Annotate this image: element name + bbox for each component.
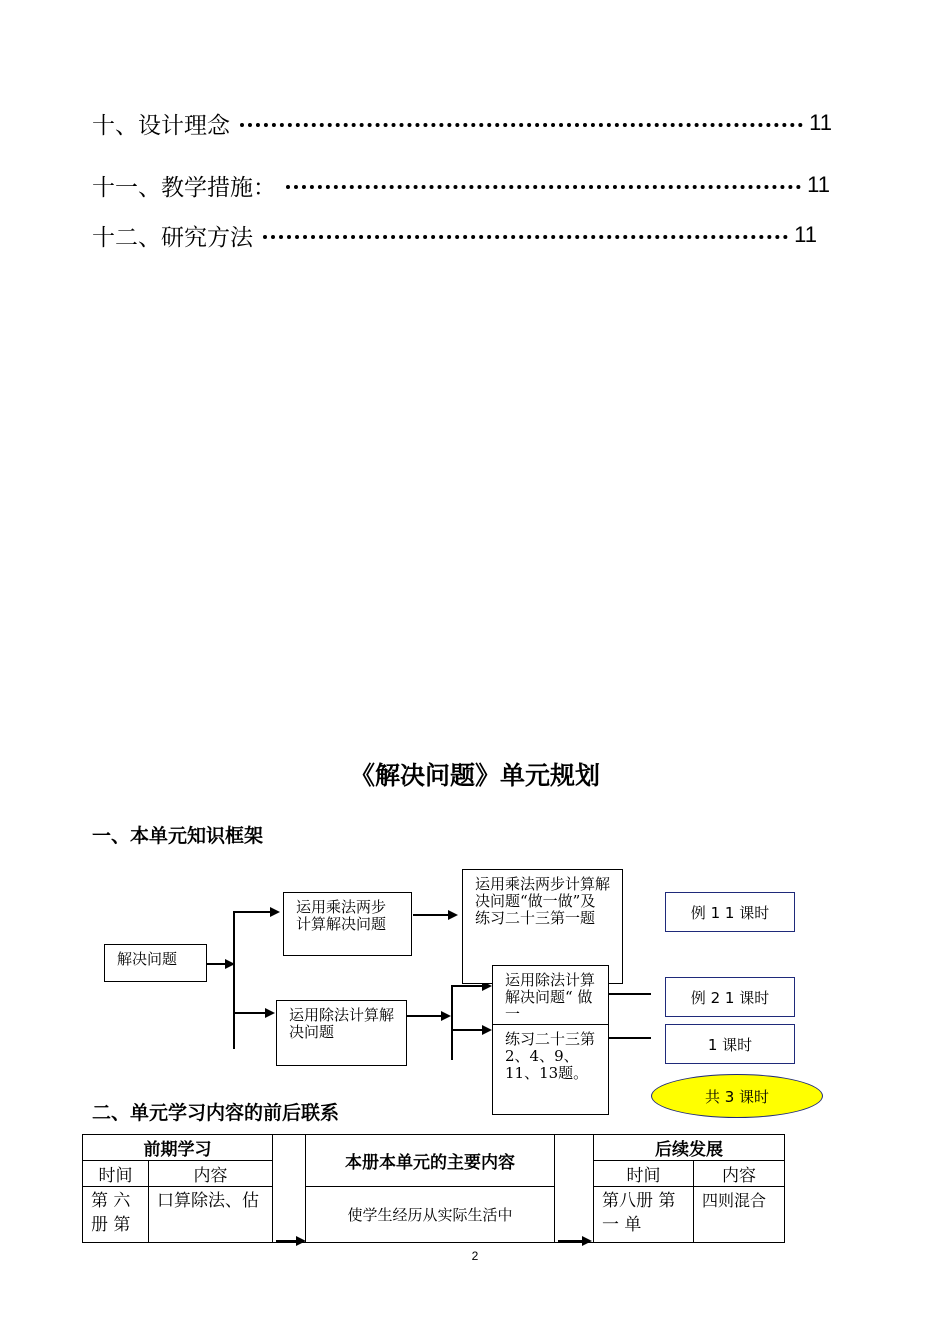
toc-label: 十、设计理念 bbox=[92, 112, 230, 139]
table-header-main: 本册本单元的主要内容 bbox=[305, 1134, 555, 1187]
table-header-time: 时间 bbox=[82, 1160, 149, 1187]
toc-label: 十一、教学措施： bbox=[92, 174, 276, 201]
arrow-icon bbox=[482, 1025, 492, 1035]
toc-leader bbox=[286, 185, 801, 189]
branch-multiplication-box: 运用乘法两步计算解决问题 bbox=[283, 892, 412, 956]
connector bbox=[233, 911, 271, 913]
multiplication-detail-box: 运用乘法两步计算解决问题“做一做”及练习二十三第一题 bbox=[462, 869, 623, 984]
arrow-icon bbox=[265, 1008, 275, 1018]
connector bbox=[451, 1029, 484, 1031]
connector bbox=[609, 993, 651, 995]
total-lessons-oval: 共 3 课时 bbox=[651, 1074, 823, 1118]
arrow-icon bbox=[270, 907, 280, 917]
connector bbox=[276, 1240, 298, 1242]
table-header-content: 内容 bbox=[693, 1160, 785, 1187]
connector bbox=[451, 985, 484, 987]
toc-entry[interactable] bbox=[92, 108, 832, 138]
arrow-icon bbox=[441, 1011, 451, 1021]
toc-leader bbox=[263, 235, 788, 239]
table-header-time: 时间 bbox=[593, 1160, 694, 1187]
lesson-example-2: 例 2 1 课时 bbox=[665, 977, 795, 1017]
toc-page: 11 bbox=[807, 172, 830, 197]
toc-page: 11 bbox=[794, 222, 817, 247]
page-number: 2 bbox=[471, 1249, 479, 1263]
division-detail-box: 运用除法计算解决问题“ 做 一 bbox=[492, 965, 609, 1025]
branch-division-box: 运用除法计算解决问题 bbox=[276, 1000, 407, 1066]
connector bbox=[207, 963, 225, 965]
connector bbox=[233, 911, 235, 1049]
table-cell-next-time: 第八册 第 一 单 bbox=[593, 1186, 694, 1243]
section-heading: 一、本单元知识框架 bbox=[92, 825, 264, 847]
table-header-prev: 前期学习 bbox=[82, 1134, 273, 1161]
exercise-detail-box: 练习二十三第 2、4、9、11、13题。 bbox=[492, 1024, 609, 1115]
table-cell-main-content: 使学生经历从实际生活中 bbox=[305, 1186, 555, 1243]
connector bbox=[407, 1015, 443, 1017]
lesson-example-1: 例 1 1 课时 bbox=[665, 892, 795, 932]
connector bbox=[558, 1240, 584, 1242]
table-header-content: 内容 bbox=[148, 1160, 273, 1187]
table-cell-prev-content: 口算除法、估 bbox=[148, 1186, 273, 1243]
connector bbox=[451, 985, 453, 1060]
arrow-icon bbox=[448, 910, 458, 920]
lesson-exercise: 1 课时 bbox=[665, 1024, 795, 1064]
section-heading: 二、单元学习内容的前后联系 bbox=[92, 1102, 340, 1124]
connector bbox=[233, 1012, 266, 1014]
connector bbox=[413, 914, 450, 916]
diagram-root-box: 解决问题 bbox=[104, 944, 207, 982]
toc-label: 十二、研究方法 bbox=[92, 224, 253, 251]
table-cell-next-content: 四则混合 bbox=[693, 1186, 785, 1243]
toc-entry[interactable] bbox=[92, 170, 830, 200]
page-title: 《解决问题》单元规划 bbox=[349, 761, 600, 790]
table-arrow-column bbox=[554, 1134, 594, 1243]
table-cell-prev-time: 第 六 册 第 bbox=[82, 1186, 149, 1243]
toc-leader bbox=[240, 123, 803, 127]
arrow-icon bbox=[582, 1236, 592, 1246]
toc-page: 11 bbox=[809, 110, 832, 135]
table-header-next: 后续发展 bbox=[593, 1134, 785, 1161]
toc-entry[interactable] bbox=[92, 220, 817, 250]
table-arrow-column bbox=[272, 1134, 306, 1243]
connector bbox=[609, 1037, 651, 1039]
